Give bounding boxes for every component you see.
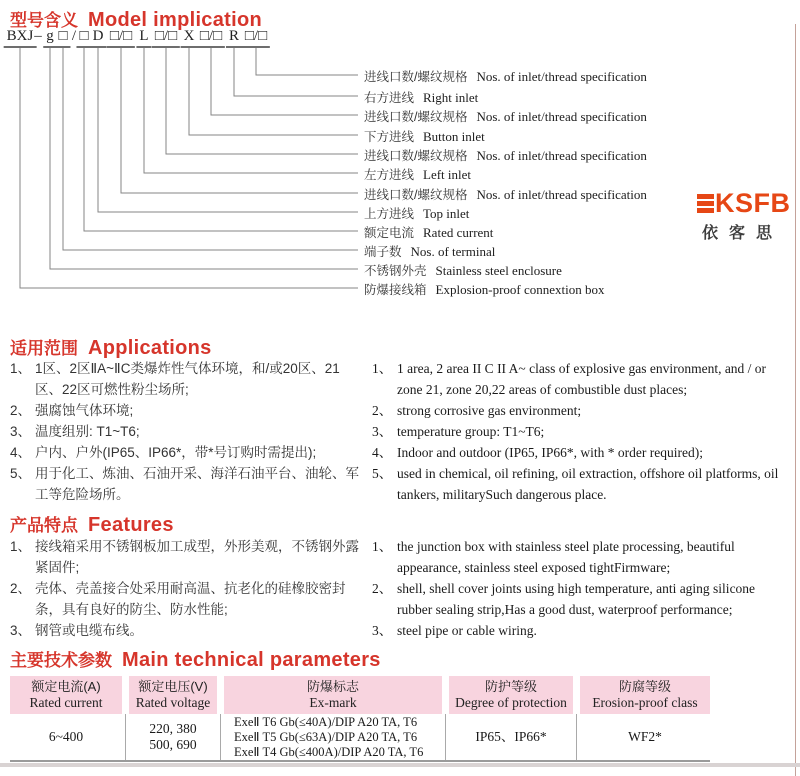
model-title-en: Model implication: [88, 9, 262, 31]
applications-title-cn: 适用范围: [10, 339, 78, 358]
model-part-boxpair-X: □/□: [197, 28, 225, 48]
model-part-box1: □: [55, 28, 70, 48]
model-code-diagram: [0, 0, 800, 305]
features-title-cn: 产品特点: [10, 516, 78, 535]
list-item: 1、 the junction box with stainless steel plate processing, beautiful appearance, stainless steel exposed tightFirmware;: [372, 539, 735, 575]
cell-erosion-proof-class: WF2*: [628, 729, 662, 744]
list-item: 3、 steel pipe or cable wiring.: [372, 623, 537, 638]
table-column-divider: [445, 714, 446, 760]
cell-degree-of-protection: IP65、IP66*: [475, 729, 547, 744]
list-item: 1、 接线箱采用不锈钢板加工成型，外形美观，不锈钢外露紧固件;: [10, 539, 359, 575]
table-column-divider: [220, 714, 221, 760]
list-item: 1、 1 area, 2 area II C II A~ class of explosive gas environment, and / or zone 21, zone 20,22 areas of combustible dust places;: [372, 361, 767, 397]
cell-ex-mark: ExeⅡ T6 Gb(≤40A)/DIP A20 TA, T6 ExeⅡ T5 Gb(≤63A)/DIP A20 TA, T6 ExeⅡ T4 Gb(≤400A)/DIP A20 TA, T6: [234, 714, 424, 759]
logo-chinese-name: 依客思: [702, 225, 784, 242]
list-item: 2、 强腐蚀气体环境;: [10, 403, 134, 418]
brand-wordmark: [697, 190, 797, 217]
parameters-table-row: [10, 714, 710, 762]
model-label-inlet-thread-3: 进线口数/螺纹规格 Nos. of inlet/thread specification: [364, 148, 647, 163]
logo-e-bars-icon: [697, 194, 714, 213]
table-column-divider: [576, 714, 577, 760]
list-item: 3、 温度组别: T1~T6;: [10, 424, 140, 439]
parameters-section-title: [10, 646, 381, 672]
model-part-boxpair-D: □/□: [107, 28, 135, 48]
list-item: 2、 shell, shell cover joints using high temperature, anti aging silicone rubber sealing strip,Has a good dust, waterproof performance;: [372, 581, 756, 617]
model-label-inlet-thread-4: 进线口数/螺纹规格 Nos. of inlet/thread specification: [364, 187, 647, 202]
page-bottom-divider: [0, 763, 800, 767]
list-item: 1、 1区、2区ⅡA~ⅡC类爆炸性气体环境，和/或20区、21区、22区可燃性粉尘场所;: [10, 361, 340, 397]
model-label-left-inlet: 左方进线 Left inlet: [364, 167, 472, 182]
logo-text: KSFB: [715, 188, 791, 218]
applications-title-en: Applications: [88, 337, 212, 359]
model-part-g: g: [43, 28, 57, 48]
parameters-table-header: [10, 676, 710, 714]
features-section-title: [10, 511, 174, 537]
table-column-divider: [125, 714, 126, 760]
model-label-bottom-inlet: 下方进线 Button inlet: [364, 129, 485, 144]
list-item: 3、 temperature group: T1~T6;: [372, 424, 545, 439]
list-item: 2、 壳体、壳盖接合处采用耐高温、抗老化的硅橡胶密封条，具有良好的防尘、防水性能;: [10, 581, 346, 617]
header-degree-of-protection: 防护等级 Degree of protection: [449, 676, 573, 714]
cell-rated-current: 6~400: [48, 729, 84, 744]
parameters-table: [10, 676, 710, 762]
list-item: 3、 钢管或电缆布线。: [10, 623, 143, 638]
model-label-enclosure: 不锈钢外壳 Stainless steel enclosure: [364, 263, 562, 278]
model-part-boxpair-L: □/□: [152, 28, 180, 48]
brand-logo: [697, 190, 797, 243]
list-item: 5、 used in chemical, oil refining, oil extraction, offshore oil platforms, oil tankers, militarySuch dangerous place.: [372, 466, 779, 502]
header-erosion-proof-class: 防腐等级 Erosion-proof class: [580, 676, 710, 714]
features-title-en: Features: [88, 514, 174, 536]
model-part-series: BXJ: [4, 28, 37, 48]
model-part-X: X: [181, 28, 198, 48]
list-item: 4、 户内、户外(IP65、IP66*，带*号订购时需提出);: [10, 445, 317, 460]
header-ex-mark: 防爆标志 Ex-mark: [224, 676, 442, 714]
model-label-top-inlet: 上方进线 Top inlet: [364, 206, 470, 221]
model-label-inlet-thread-2: 进线口数/螺纹规格 Nos. of inlet/thread specification: [364, 109, 647, 124]
cell-rated-voltage: 220, 380 500, 690: [149, 721, 197, 752]
applications-cn-list: [10, 358, 362, 505]
header-rated-voltage: 额定电压(V) Rated voltage: [129, 676, 217, 714]
model-part-D: D: [90, 28, 107, 48]
model-part-slash: /: [71, 28, 77, 44]
page-right-border: [795, 24, 796, 776]
model-label-junction-box: 防爆接线箱 Explosion-proof connextion box: [364, 282, 605, 297]
parameters-title-cn: 主要技术参数: [10, 651, 112, 670]
parameters-title-en: Main technical parameters: [122, 649, 381, 671]
applications-en-list: [372, 358, 784, 505]
model-label-rated-current: 额定电流 Rated current: [364, 225, 494, 240]
applications-section-title: [10, 334, 212, 360]
model-part-boxpair-R: □/□: [242, 28, 270, 48]
features-en-list: [372, 536, 784, 641]
model-label-inlet-thread-1: 进线口数/螺纹规格 Nos. of inlet/thread specification: [364, 69, 647, 84]
list-item: 4、 Indoor and outdoor (IP65, IP66*, with * order required);: [372, 445, 703, 460]
model-part-box2: □: [76, 28, 91, 48]
list-item: 2、 strong corrosive gas environment;: [372, 403, 582, 418]
features-cn-list: [10, 536, 362, 641]
model-title-cn: 型号含义: [10, 11, 78, 30]
list-item: 5、 用于化工、炼油、石油开采、海洋石油平台、油轮、军工等危险场所。: [10, 466, 359, 502]
model-part-R: R: [226, 28, 242, 48]
model-label-right-inlet: 右方进线 Right inlet: [364, 90, 479, 105]
model-part-L: L: [136, 28, 151, 48]
model-label-terminals: 端子数 Nos. of terminal: [364, 244, 496, 259]
header-rated-current: 额定电流(A) Rated current: [10, 676, 122, 714]
model-part-dash: –: [34, 28, 42, 44]
